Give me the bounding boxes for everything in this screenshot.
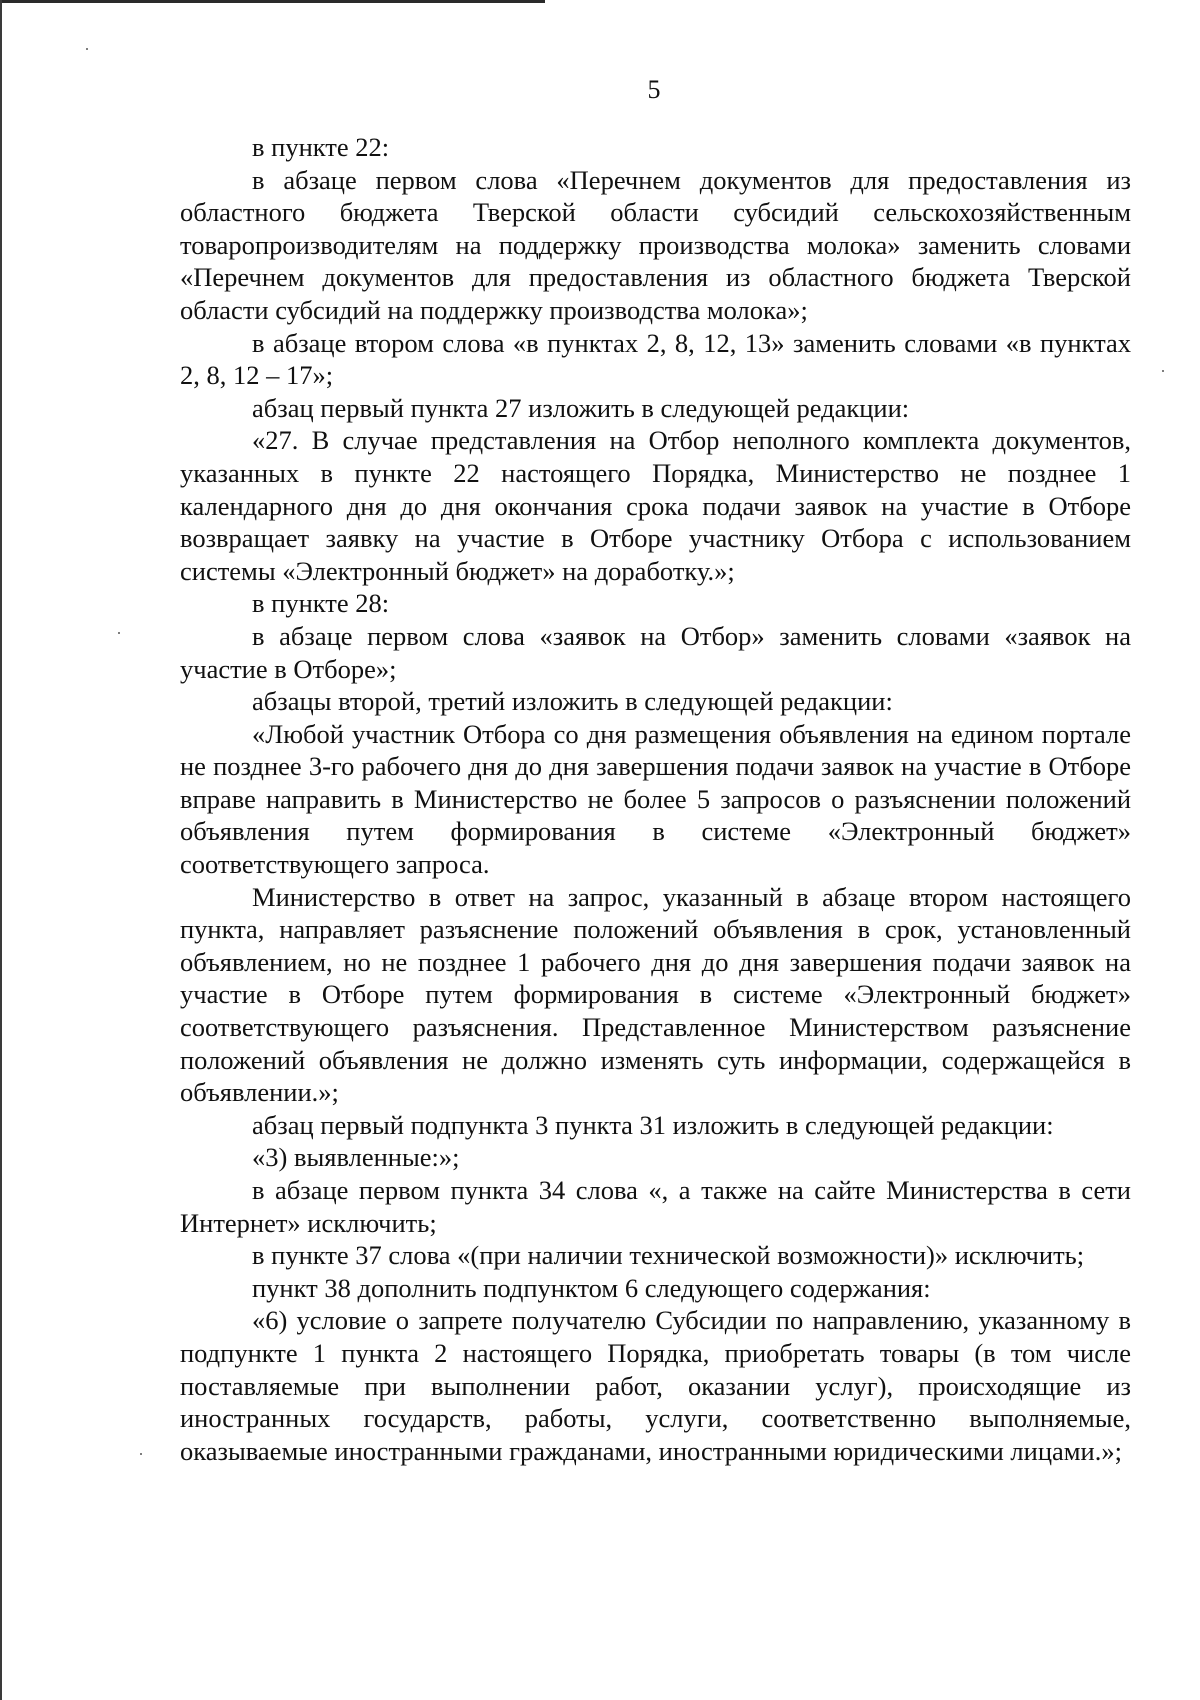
paragraph: в пункте 37 слова «(при наличии технической возможности)» исключить; — [252, 1240, 1085, 1271]
scan-top-border — [0, 0, 545, 3]
paragraph: в абзаце втором слова «в пунктах 2, 8, 12, 13» заменить словами «в пунктах 2, 8, 12 – 17»; — [180, 327, 1131, 391]
paragraph: «27. В случае представления на Отбор неполного комплекта документов, указанных в пункте 22 настоящего Порядка, Министерство не позднее 1 календарного дня до дня окончания срока подачи заявок на участие в Отборе возвращает заявку на участие в Отборе участнику Отбора с использованием системы «Электронный бюджет» на доработку.»; — [180, 425, 1131, 586]
paragraph: в абзаце первом слова «Перечнем документов для предоставления из областного бюджета Тверской области субсидий сельскохозяйственным товаропроизводителям на поддержку производства молока» заменить словами «Перечнем документов для предоставления из областного бюджета Тверской области субсидий на поддержку производства молока»; — [180, 164, 1131, 325]
paragraph: в абзаце первом слова «заявок на Отбор» заменить словами «заявок на участие в Отборе»; — [180, 620, 1131, 684]
paragraph: «Любой участник Отбора со дня размещения объявления на едином портале не позднее 3-го рабочего дня до дня завершения подачи заявок на участие в Отборе вправе направить в Министерство не более 5 запросов о разъяснении положений объявления путем формирования в системе «Электронный бюджет» соответствующего запроса. — [180, 718, 1131, 880]
scan-speck — [1162, 370, 1164, 372]
document-body — [180, 131, 1131, 1467]
paragraph: абзацы второй, третий изложить в следующей редакции: — [252, 686, 893, 717]
page-number: 5 — [647, 75, 661, 104]
paragraph: в пункте 22: — [252, 132, 390, 162]
paragraph: в абзаце первом пункта 34 слова «, а также на сайте Министерства в сети Интернет» исключить; — [180, 1175, 1131, 1238]
paragraph: в пункте 28: — [252, 588, 390, 619]
paragraph: «3) выявленные:»; — [252, 1142, 460, 1173]
paragraph: «6) условие о запрете получателю Субсидии по направлению, указанному в подпункте 1 пункта 2 настоящего Порядка, приобретать товары (в том числе поставляемые при выполнении работ, оказании услуг), происходящие из иностранных государств, работы, услуги, соответственно выполняемые, оказываемые иностранными гражданами, иностранными юридическими лицами.»; — [180, 1305, 1131, 1466]
scan-speck — [118, 632, 120, 634]
scan-speck — [86, 48, 88, 50]
scan-left-border — [0, 0, 2, 1700]
paragraph: абзац первый подпункта 3 пункта 31 изложить в следующей редакции: — [252, 1109, 1054, 1140]
scan-speck — [140, 1453, 142, 1455]
paragraph: пункт 38 дополнить подпунктом 6 следующего содержания: — [252, 1272, 931, 1303]
paragraph: абзац первый пункта 27 изложить в следующей редакции: — [252, 392, 910, 423]
paragraph: Министерство в ответ на запрос, указанный в абзаце втором настоящего пункта, направляет разъяснение положений объявления в срок, установленный объявлением, но не позднее 1 рабочего дня до дня завершения подачи заявок на участие в Отборе путем формирования в системе «Электронный бюджет» соответствующего разъяснения. Представленное Министерством разъяснение положений объявления не должно изменять суть информации, содержащейся в объявлении.»; — [180, 881, 1131, 1108]
